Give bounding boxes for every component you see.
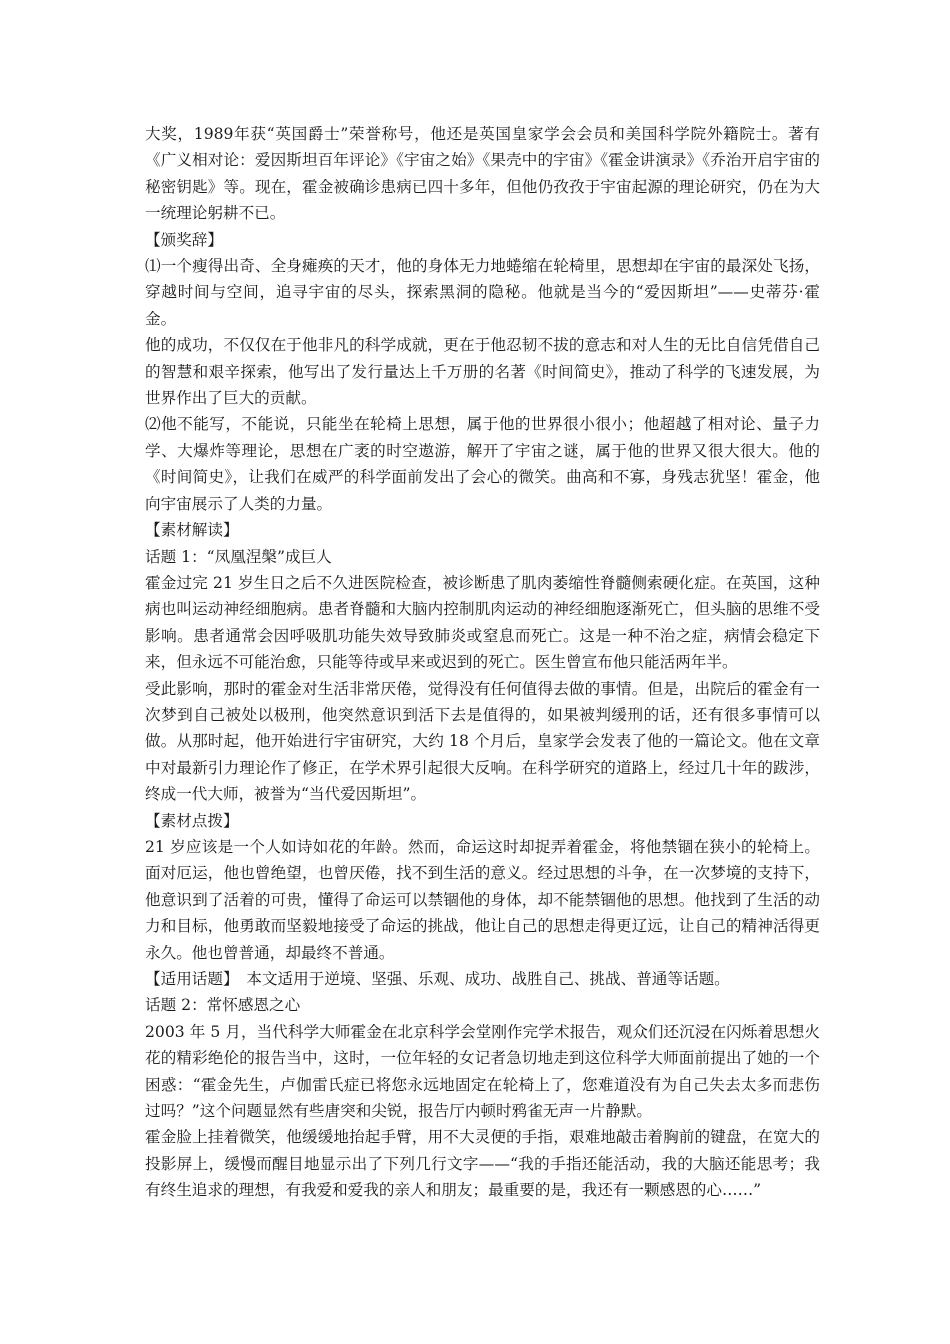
paragraph-guidance: 21 岁应该是一个人如诗如花的年龄。然而，命运这时却捉弄着霍金，将他禁锢在狭小的轮椅上。面对厄运，他也曾绝望，也曾厌倦，找不到生活的意义。经过思想的斗争，在一次梦境的支持下，他意识到了活着的可贵，懂得了命运可以禁锢他的身体，却不能禁锢他的思想。他找到了生活的动力和目标，他勇敢而坚毅地接受了命运的挑战，他让自己的思想走得更辽远，让自己的精神活得更永久。他也曾普通，却最终不普通。 — [145, 837, 820, 962]
paragraph-diagnosis: 霍金过完 21 岁生日之后不久进医院检查，被诊断患了肌肉萎缩性脊髓侧索硬化症。在英国，这种病也叫运动神经细胞病。患者脊髓和大脑内控制肌肉运动的神经细胞逐渐死亡，但头脑的思维不受影响。患者通常会因呼吸肌功能失效导致肺炎或窒息而死亡。这是一种不治之症，病情会稳定下来，但永远不可能治愈，只能等待或早来或迟到的死亡。医生曾宣布他只能活两年半。 — [145, 573, 820, 672]
paragraph-award-speech-success: 他的成功，不仅仅在于他非凡的科学成就，更在于他忍韧不拔的意志和对人生的无比自信凭借自己的智慧和艰辛探索，他写出了发行量达上千万册的名著《时间简史》，推动了科学的飞速发展，为世界作出了巨大的贡献。 — [145, 336, 820, 408]
paragraph-applicable-topics: 【适用话题】 本文适用于逆境、坚强、乐观、成功、战胜自己、挑战、普通等话题。 — [145, 970, 730, 988]
paragraph-beijing-report: 2003 年 5 月，当代科学大师霍金在北京科学会堂刚作完学术报告，观众们还沉浸在闪烁着思想火花的精彩绝伦的报告当中，这时，一位年轻的女记者急切地走到这位科学大师面前提出了她的一个困惑：“霍金先生，卢伽雷氏症已将您永远地固定在轮椅上了，您难道没有为自己失去太多而悲伤过吗？”这个问题显然有些唐突和尖锐，报告厅内顿时鸦雀无声一片静默。 — [145, 1022, 820, 1121]
paragraph-award-speech-1: ⑴一个瘦得出奇、全身瘫痪的天才，他的身体无力地蜷缩在轮椅里，思想却在宇宙的最深处飞扬，穿越时间与空间，追寻宇宙的尽头，探索黑洞的隐秘。他就是当今的“爱因斯坦”——史蒂芬·霍金。 — [145, 257, 820, 328]
section-heading-material-guidance: 【素材点拨】 — [145, 811, 239, 830]
paragraph-award-speech-2: ⑵他不能写，不能说，只能坐在轮椅上思想，属于他的世界很小很小；他超越了相对论、量子力学、大爆炸等理论，思想在广袤的时空遨游，解开了宇宙之谜，属于他的世界又很大很大。他的《时间简史》，让我们在威严的科学面前发出了会心的微笑。曲高和不寡，身残志犹坚！霍金，他向宇宙展示了人类的力量。 — [145, 415, 820, 513]
section-heading-award-speech: 【颁奖辞】 — [145, 230, 223, 249]
paragraph-research-start: 受此影响，那时的霍金对生活非常厌倦，觉得没有任何值得去做的事情。但是，出院后的霍金有一次梦到自己被处以极刑，他突然意识到活下去是值得的，如果被判缓刑的话，还有很多事情可以做。从那时起，他开始进行宇宙研究，大约 18 个月后，皇家学会发表了他的一篇论文。他在文章中对最新引力理论作了修正，在学术界引起很大反响。在科学研究的道路上，经过几十年的跋涉，终成一代大师，被誉为“当代爱因斯坦”。 — [145, 679, 820, 804]
paragraph-grateful-heart: 霍金脸上挂着微笑，他缓缓地抬起手臂，用不大灵便的手指，艰难地敲击着胸前的键盘，在宽大的投影屏上，缓慢而醒目地显示出了下列几行文字——“我的手指还能活动，我的大脑还能思考；我有终生追求的理想，有我爱和爱我的亲人和朋友；最重要的是，我还有一颗感恩的心……” — [145, 1128, 820, 1200]
topic-heading-1: 话题 1：“凤凰涅槃”成巨人 — [145, 547, 332, 566]
section-heading-material-interpretation: 【素材解读】 — [145, 521, 239, 540]
document-body — [145, 121, 820, 1204]
topic-heading-2: 话题 2：常怀感恩之心 — [145, 996, 301, 1015]
paragraph-intro-continued: 大奖，1989年获“英国爵士”荣誉称号，他还是英国皇家学会会员和美国科学院外籍院士。著有《广义相对论：爱因斯坦百年评论》《宇宙之始》《果壳中的宇宙》《霍金讲演录》《乔治开启宇宙的秘密钥匙》等。现在，霍金被确诊患病已四十多年，但他仍孜孜于宇宙起源的理论研究，仍在为大一统理论躬耕不已。 — [145, 125, 820, 223]
